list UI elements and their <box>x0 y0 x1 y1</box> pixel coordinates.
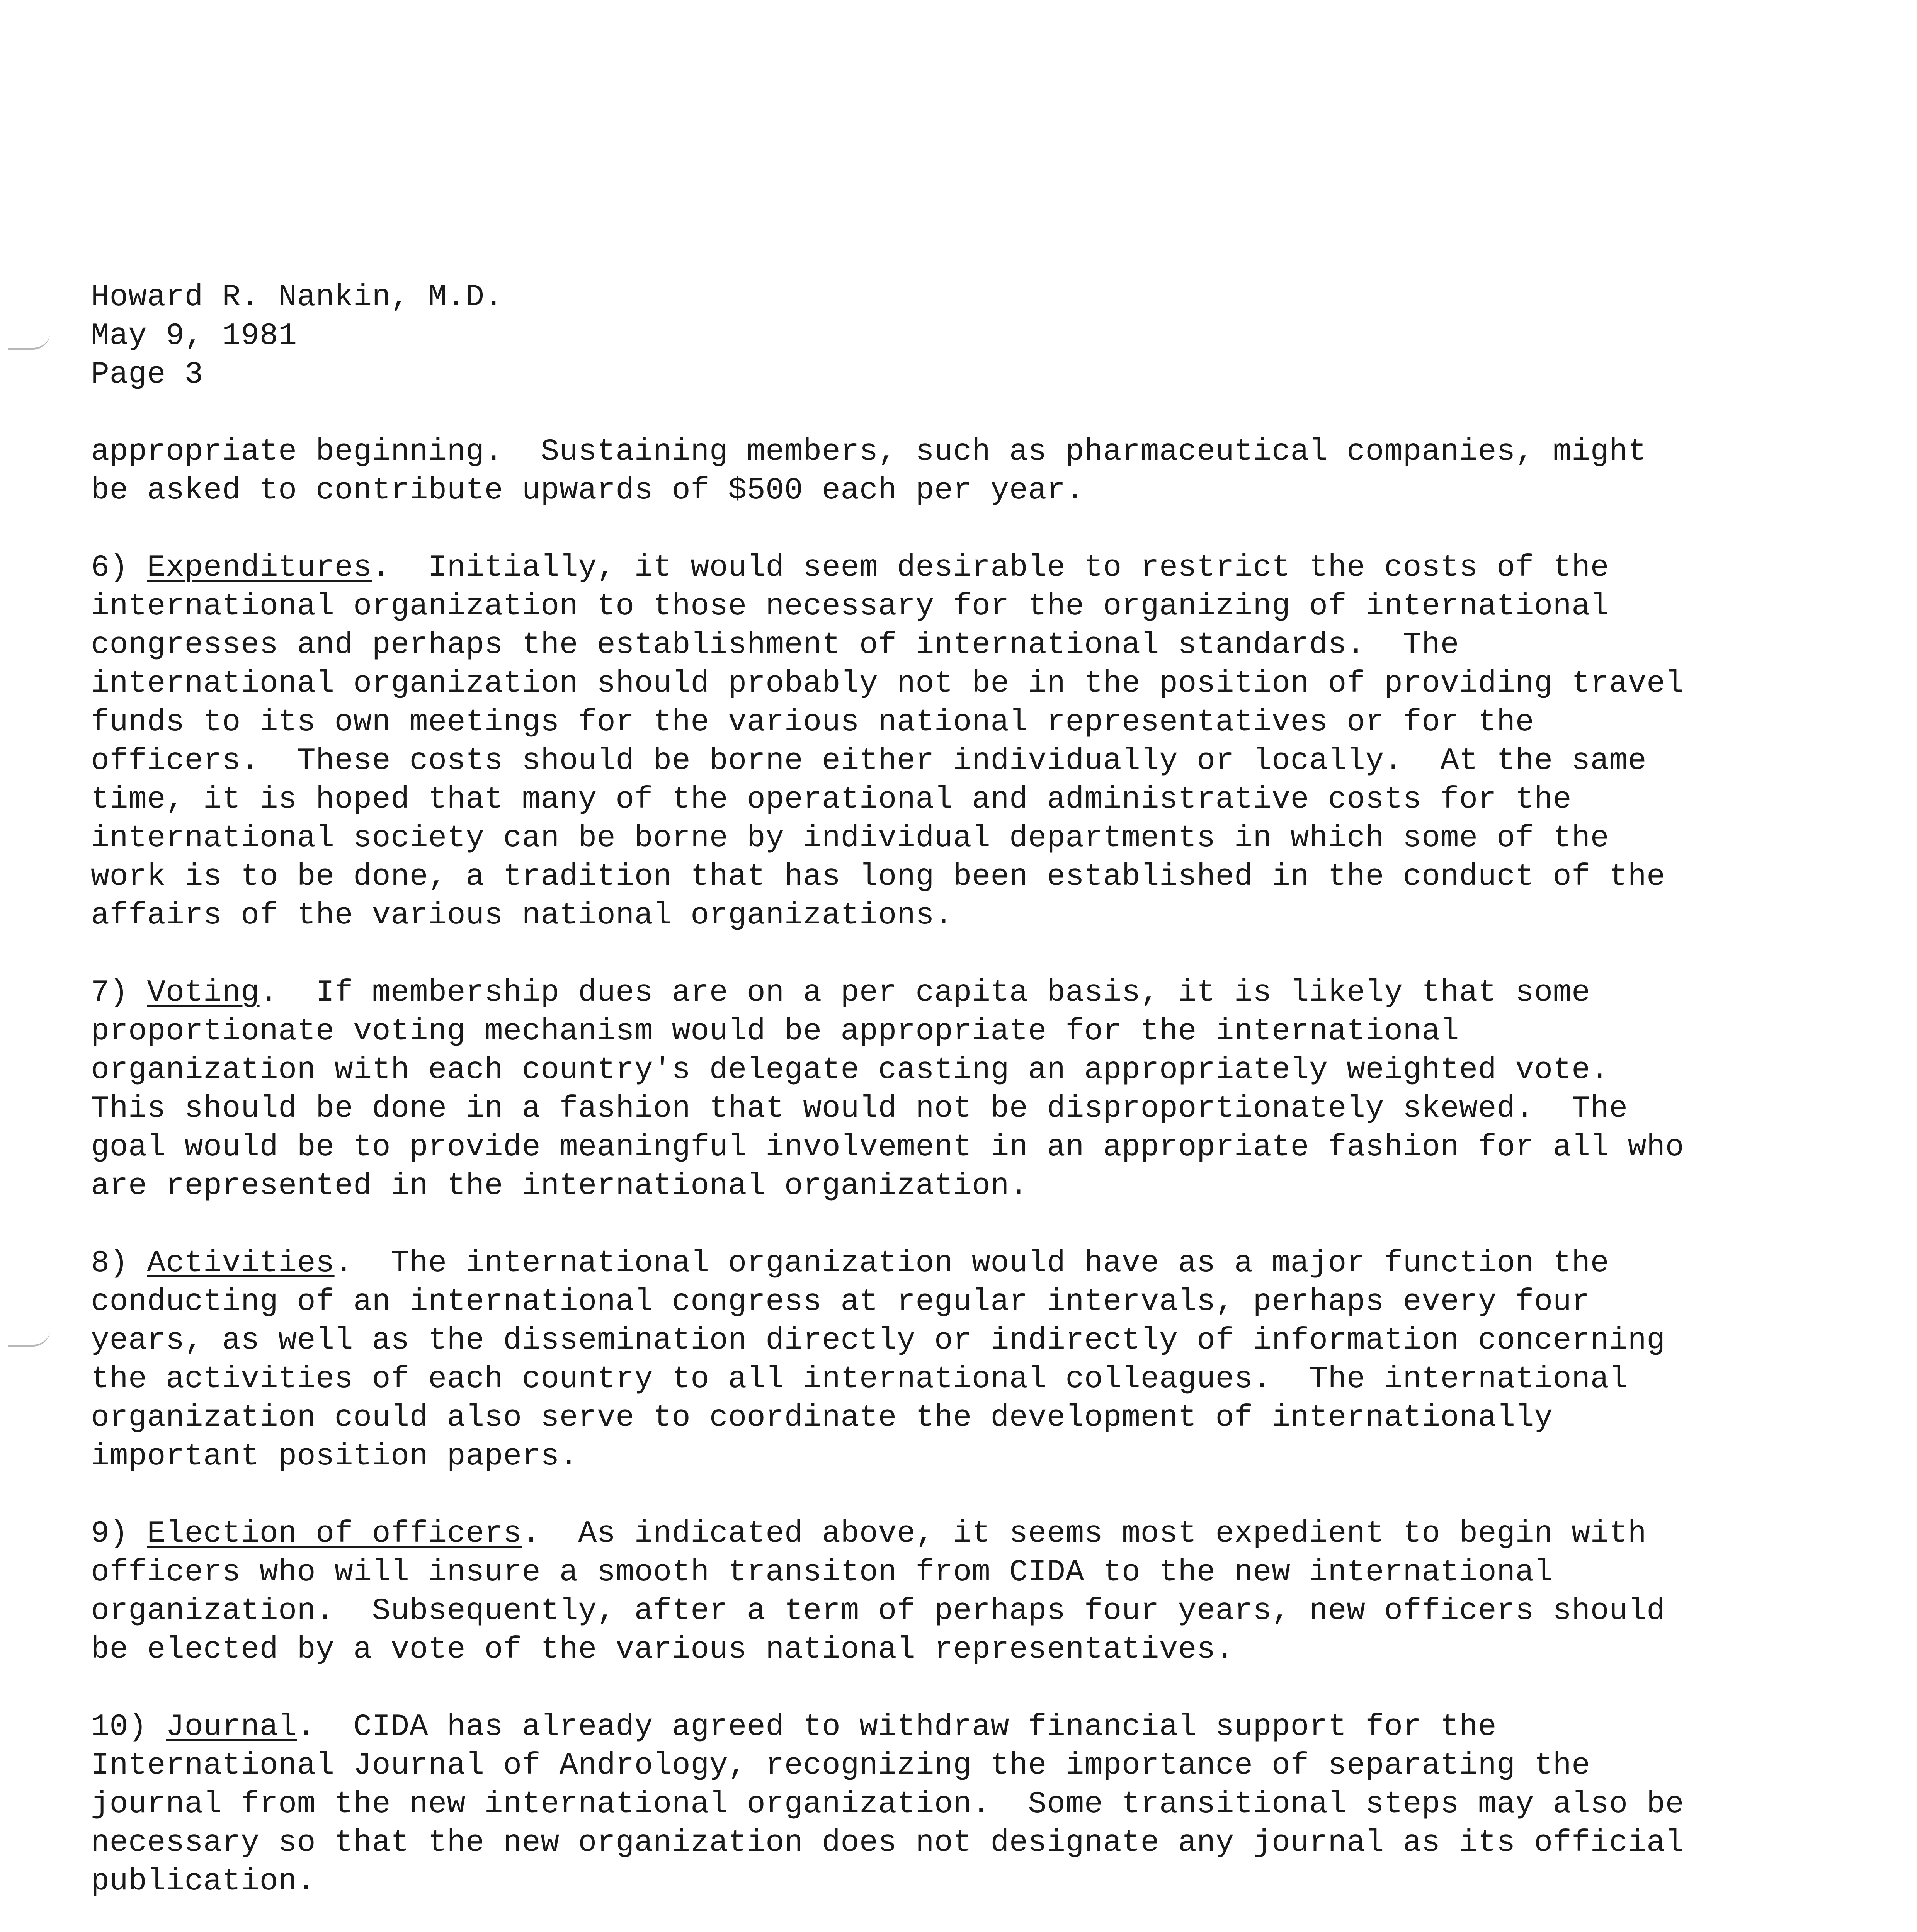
section-voting <box>91 974 1791 1206</box>
text-line: funds to its own meetings for the various national representatives or for the <box>91 705 1534 740</box>
text-line: journal from the new international organization. Some transitional steps may also be <box>91 1787 1684 1822</box>
text-line: conducting of an international congress at regular intervals, perhaps every four <box>91 1284 1590 1320</box>
text-line: the activities of each country to all international colleagues. The international <box>91 1362 1628 1397</box>
text-line: publication. <box>91 1864 316 1899</box>
text-line: organization. Subsequently, after a term of perhaps four years, new officers should <box>91 1594 1665 1629</box>
section-heading: Election of officers <box>147 1516 522 1551</box>
text-line: organization could also serve to coordinate the development of internationally <box>91 1400 1553 1435</box>
section-expenditures <box>91 549 1791 935</box>
text-line: . The international organization would have as a major function the <box>334 1246 1609 1281</box>
text-line: are represented in the international organization. <box>91 1168 1028 1204</box>
section-heading: Expenditures <box>147 550 372 585</box>
text-line: necessary so that the new organization does not designate any journal as its official <box>91 1825 1684 1861</box>
section-activities <box>91 1244 1791 1476</box>
text-line: International Journal of Andrology, recognizing the importance of separating the <box>91 1748 1590 1783</box>
text-line: work is to be done, a tradition that has long been established in the conduct of the <box>91 859 1665 895</box>
text-line: be asked to contribute upwards of $500 each per year. <box>91 473 1084 508</box>
text-line: time, it is hoped that many of the operational and administrative costs for the <box>91 782 1572 817</box>
text-line: . Initially, it would seem desirable to restrict the costs of the <box>372 550 1609 585</box>
text-line: . As indicated above, it seems most expedient to begin with <box>522 1516 1647 1551</box>
text-line: international organization to those necessary for the organizing of international <box>91 589 1609 624</box>
text-line: This should be done in a fashion that would not be disproportionately skewed. The <box>91 1091 1628 1126</box>
section-number: 9) <box>91 1516 129 1551</box>
section-number: 8) <box>91 1246 129 1281</box>
punch-hole-mark <box>8 1329 50 1347</box>
letter-date: May 9, 1981 <box>91 318 297 354</box>
text-line: years, as well as the dissemination directly or indirectly of information concerning <box>91 1323 1665 1358</box>
punch-hole-mark <box>8 332 50 350</box>
page-number: Page 3 <box>91 357 204 392</box>
letter-header <box>91 278 1791 394</box>
text-line: proportionate voting mechanism would be appropriate for the international <box>91 1014 1459 1049</box>
section-heading: Journal <box>166 1709 297 1745</box>
text-line: goal would be to provide meaningful involvement in an appropriate fashion for all who <box>91 1130 1684 1165</box>
section-journal <box>91 1708 1791 1901</box>
section-number: 6) <box>91 550 129 585</box>
text-line: affairs of the various national organizations. <box>91 898 953 933</box>
section-number: 10) <box>91 1709 147 1745</box>
text-line: officers. These costs should be borne either individually or locally. At the same <box>91 743 1647 779</box>
recipient-name: Howard R. Nankin, M.D. <box>91 280 503 315</box>
text-line: international organization should probably not be in the position of providing travel <box>91 666 1684 701</box>
text-line: . CIDA has already agreed to withdraw financial support for the <box>297 1709 1497 1745</box>
text-line: officers who will insure a smooth transiton from CIDA to the new international <box>91 1555 1553 1590</box>
continuation-paragraph <box>91 433 1791 510</box>
section-number: 7) <box>91 975 129 1010</box>
text-line: be elected by a vote of the various national representatives. <box>91 1632 1234 1667</box>
section-heading: Voting <box>147 975 260 1010</box>
text-line: important position papers. <box>91 1439 578 1474</box>
text-line: organization with each country's delegate casting an appropriately weighted vote. <box>91 1053 1609 1088</box>
text-line: appropriate beginning. Sustaining members, such as pharmaceutical companies, might <box>91 434 1647 469</box>
text-line: congresses and perhaps the establishment of international standards. The <box>91 628 1459 663</box>
section-heading: Activities <box>147 1246 335 1281</box>
letter-body <box>91 278 1791 1932</box>
text-line: international society can be borne by individual departments in which some of the <box>91 821 1609 856</box>
section-election-of-officers <box>91 1515 1791 1669</box>
text-line: . If membership dues are on a per capita basis, it is likely that some <box>259 975 1590 1010</box>
